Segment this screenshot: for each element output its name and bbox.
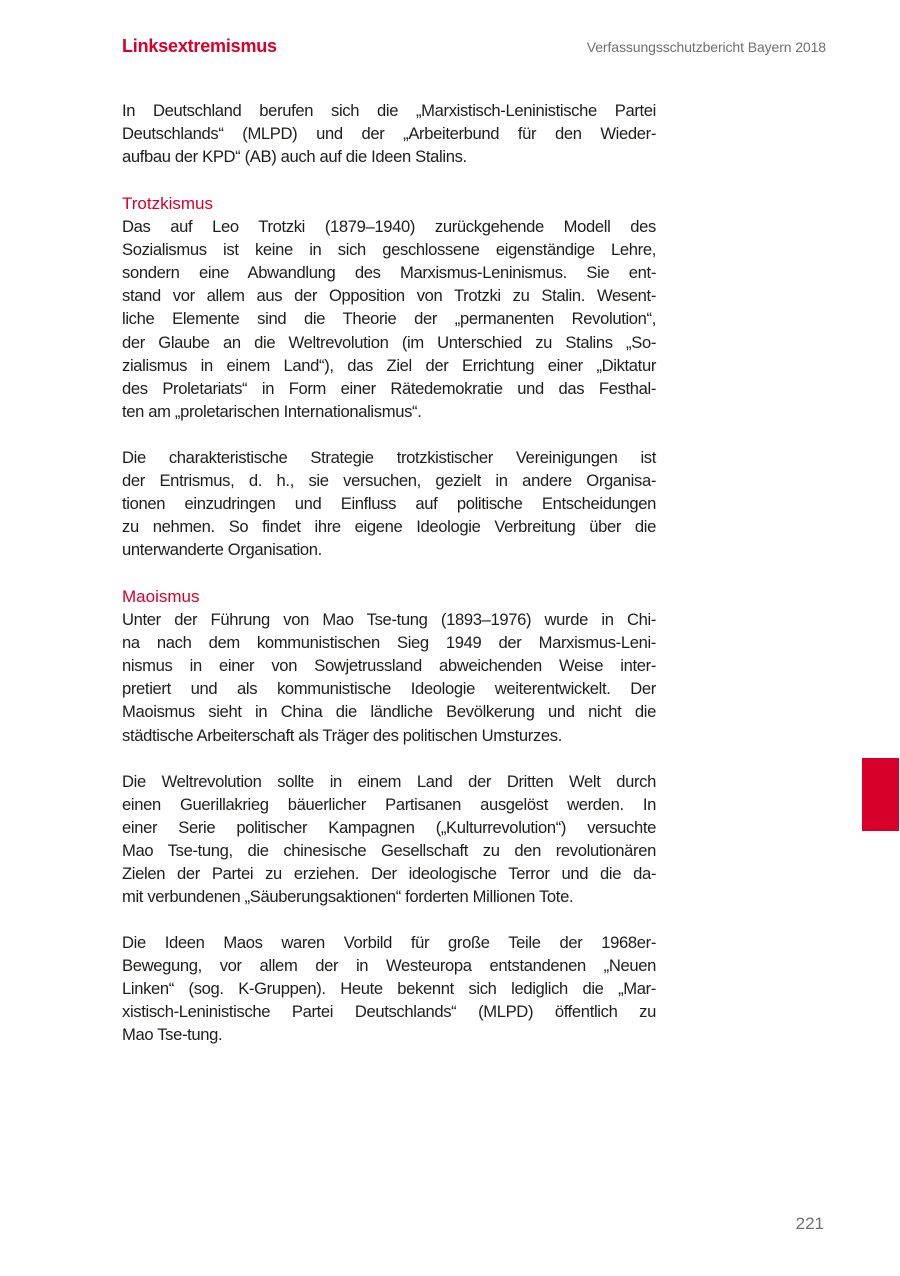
text-line: tionen einzudringen und Einfluss auf politische Entscheidungen xyxy=(122,494,656,514)
paragraph xyxy=(122,931,656,1046)
text-line: Deutschlands“ (MLPD) und der „Arbeiterbund für den Wieder- xyxy=(122,124,656,144)
text-line: zu nehmen. So findet ihre eigene Ideologie Verbreitung über die xyxy=(122,517,656,537)
text-line: In Deutschland berufen sich die „Marxistisch-Leninistische Partei xyxy=(122,101,656,120)
text-line: aufbau der KPD“ (AB) auch auf die Ideen Stalins. xyxy=(122,147,467,167)
publication-title: Verfassungsschutzbericht Bayern 2018 xyxy=(586,39,826,55)
text-line: der Glaube an die Weltrevolution (im Unterschied zu Stalins „So- xyxy=(122,332,656,352)
text-line: pretiert und als kommunistische Ideologie weiterentwickelt. Der xyxy=(122,679,656,699)
text-line: des Proletariats“ in Form einer Rätedemokratie und das Festhal- xyxy=(122,378,656,398)
text-line: Mao Tse-tung, die chinesische Gesellschaft zu den revolutionären xyxy=(122,841,656,861)
text-line: Die Ideen Maos waren Vorbild für große Teile der 1968er- xyxy=(122,933,656,952)
text-line: Die Weltrevolution sollte in einem Land der Dritten Welt durch xyxy=(122,772,656,791)
text-line: Das auf Leo Trotzki (1879–1940) zurückgehende Modell des xyxy=(122,217,656,237)
section-maoismus xyxy=(122,585,656,747)
text-line: stand vor allem aus der Opposition von Trotzki zu Stalin. Wesent- xyxy=(122,286,656,306)
text-line: na nach dem kommunistischen Sieg 1949 der Marxismus-Leni- xyxy=(122,633,656,653)
text-line: Die charakteristische Strategie trotzkistischer Vereinigungen ist xyxy=(122,448,656,467)
paragraph xyxy=(122,99,656,168)
text-line: städtische Arbeiterschaft als Träger des politischen Umsturzes. xyxy=(122,725,563,745)
text-line: unterwanderte Organisation. xyxy=(122,540,322,560)
text-line: sondern eine Abwandlung des Marxismus-Leninismus. Sie ent- xyxy=(122,263,656,283)
text-line: Mao Tse-tung. xyxy=(122,1025,223,1045)
text-line: Linken“ (sog. K-Gruppen). Heute bekennt sich lediglich die „Mar- xyxy=(122,979,656,999)
text-line: der Entrismus, d. h., sie versuchen, gezielt in andere Organisa- xyxy=(122,471,656,491)
text-line: xistisch-Leninistische Partei Deutschlands“ (MLPD) öffentlich zu xyxy=(122,1002,656,1022)
subheading: Maoismus xyxy=(122,587,200,606)
text-line: Zielen der Partei zu erziehen. Der ideologische Terror und die da- xyxy=(122,864,656,884)
text-line: Maoismus sieht in China die ländliche Bevölkerung und nicht die xyxy=(122,702,656,722)
text-line: einen Guerillakrieg bäuerlicher Partisanen ausgelöst werden. In xyxy=(122,795,656,815)
text-line: liche Elemente sind die Theorie der „permanenten Revolution“, xyxy=(122,309,656,329)
text-line: mit verbundenen „Säuberungsaktionen“ forderten Millionen Tote. xyxy=(122,887,574,907)
section-trotzkismus xyxy=(122,192,656,423)
text-line: Sozialismus ist keine in sich geschlossene eigenständige Lehre, xyxy=(122,240,656,260)
text-line: einer Serie politischer Kampagnen („Kulturrevolution“) versuchte xyxy=(122,818,656,838)
paragraph xyxy=(122,770,656,909)
subheading: Trotzkismus xyxy=(122,194,213,213)
page-number: 221 xyxy=(795,1214,824,1233)
text-line: zialismus in einem Land“), das Ziel der Errichtung einer „Diktatur xyxy=(122,355,656,375)
paragraph xyxy=(122,446,656,561)
section-title: Linksextremismus xyxy=(122,36,277,56)
text-line: nismus in einer von Sowjetrussland abweichenden Weise inter- xyxy=(122,656,656,676)
chapter-tab-marker xyxy=(862,758,899,831)
text-line: Bewegung, vor allem der in Westeuropa entstandenen „Neuen xyxy=(122,956,656,976)
text-line: Unter der Führung von Mao Tse-tung (1893–1976) wurde in Chi- xyxy=(122,610,656,630)
text-line: ten am „proletarischen Internationalismus“. xyxy=(122,401,422,421)
